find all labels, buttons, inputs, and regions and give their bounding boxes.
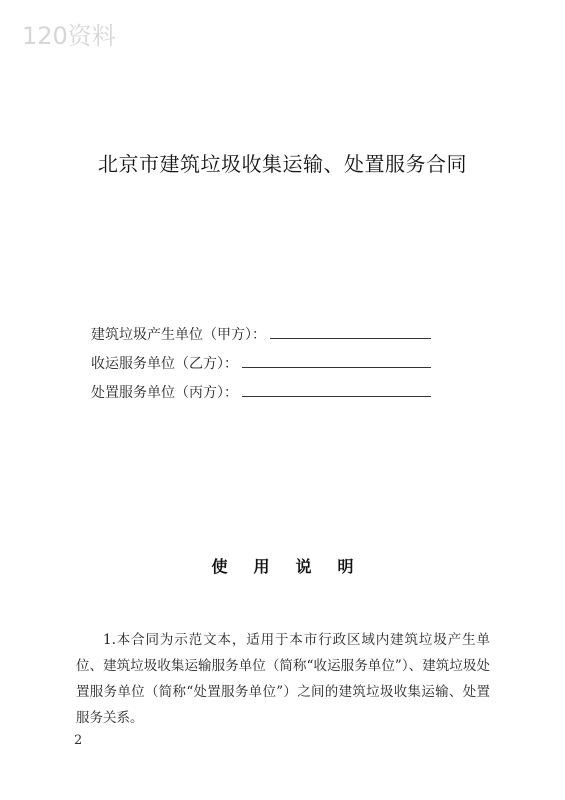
document-title: 北京市建筑垃圾收集运输、处置服务合同 (98, 152, 467, 176)
party-a-row (91, 318, 431, 344)
page-number: 2 (74, 733, 83, 748)
party-b-blank-line (242, 366, 431, 368)
watermark-logo: 120资料 (22, 22, 116, 50)
party-c-blank-line (242, 395, 431, 397)
instruction-paragraph-1: 1.本合同为示范文本，适用于本市行政区域内建筑垃圾产生单位、建筑垃圾收集运输服务单位（简称“收运服务单位”）、建筑垃圾处置服务单位（简称“处置服务单位”）之间的建筑垃圾收集运输、处置服务关系。 (76, 631, 490, 726)
party-b-row (91, 347, 431, 373)
usage-instructions-heading: 使用说明 (211, 557, 380, 576)
party-b-label: 收运服务单位（乙方）： (91, 356, 238, 372)
party-c-row (91, 376, 431, 402)
parties-block (91, 318, 431, 405)
party-c-label: 处置服务单位（丙方）： (91, 385, 238, 401)
party-a-label: 建筑垃圾产生单位（甲方）： (91, 327, 266, 343)
party-a-blank-line (270, 337, 431, 339)
